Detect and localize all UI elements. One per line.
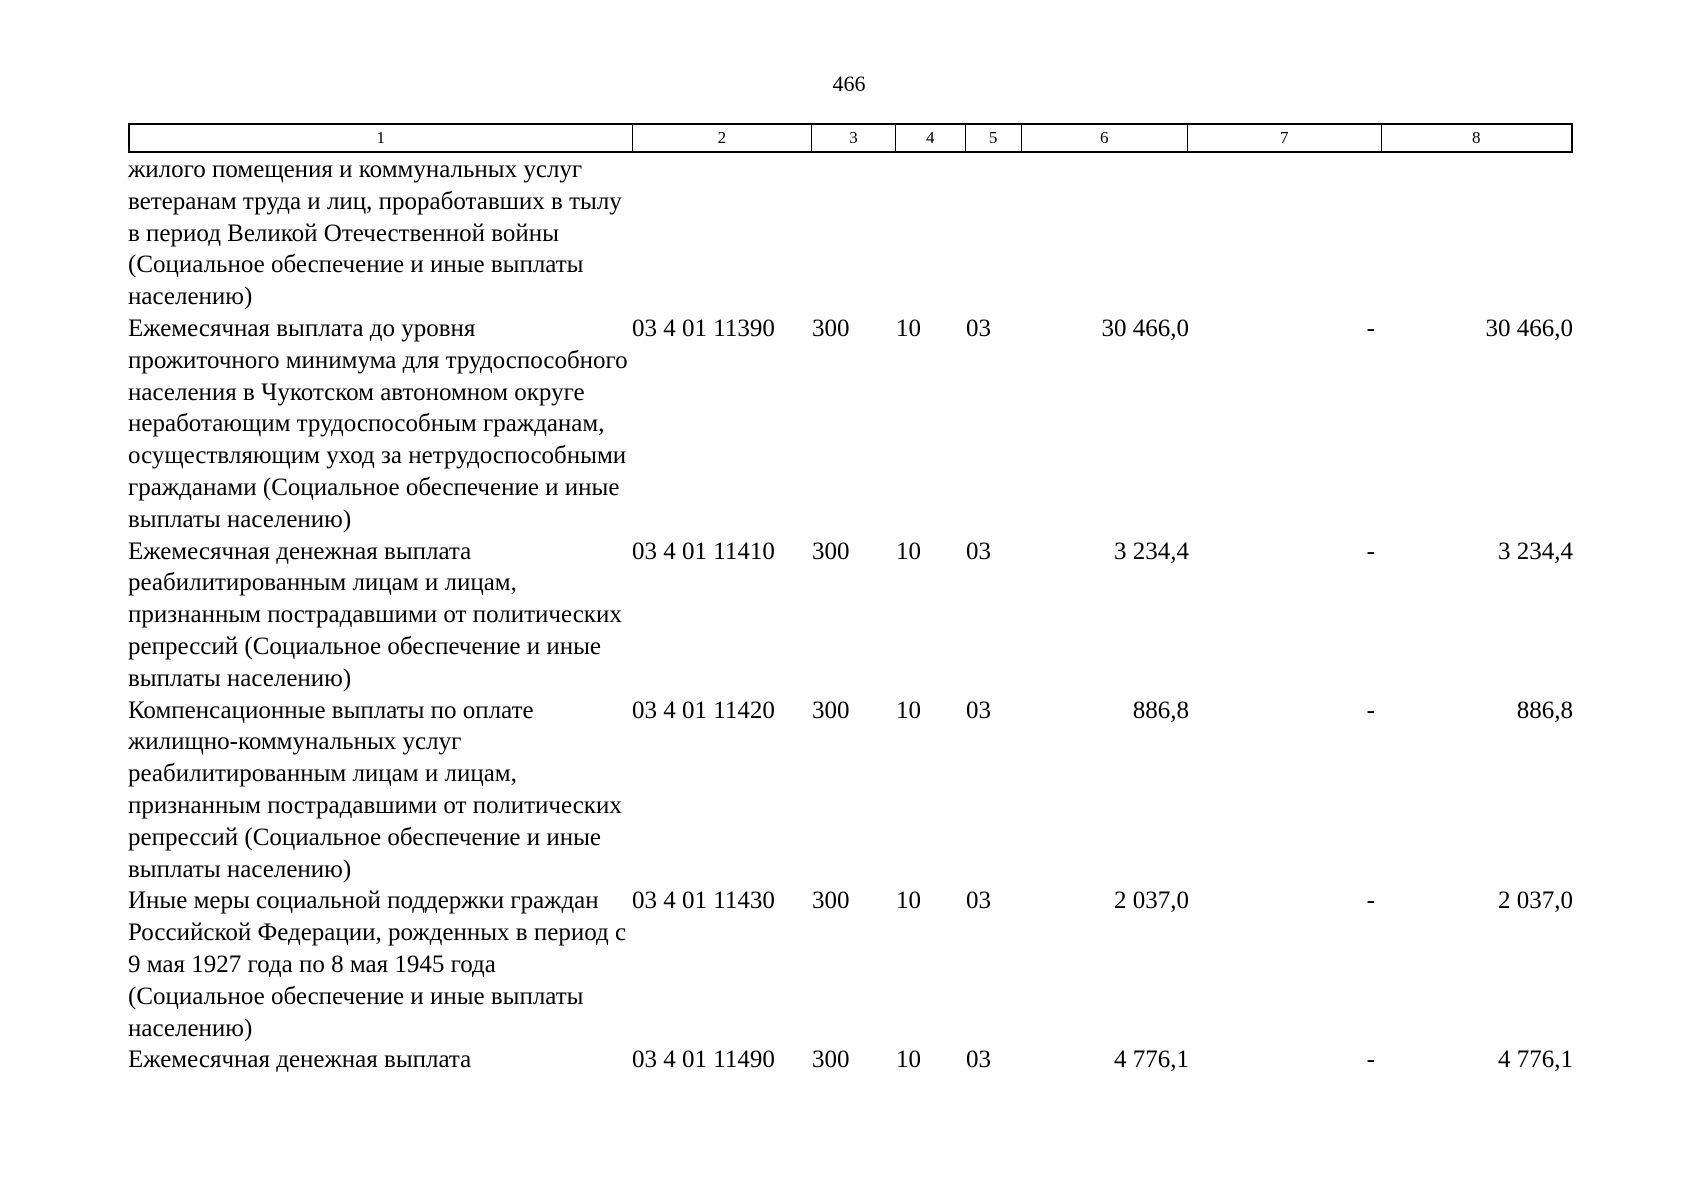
table-row (128, 1044, 1573, 1076)
row-col-3: 300 (812, 887, 850, 915)
row-col-5: 03 (966, 537, 991, 565)
header-col-1: 1 (130, 125, 633, 151)
header-col-7: 7 (1188, 125, 1381, 151)
row-col-8: 886,8 (1516, 696, 1573, 724)
row-col-8: 2 037,0 (1498, 887, 1573, 915)
row-col-6: 3 234,4 (1114, 537, 1189, 565)
row-col-8: 4 776,1 (1498, 1046, 1573, 1074)
row-col-7: - (1366, 537, 1375, 565)
table-row (128, 695, 1573, 886)
row-col-7: - (1366, 1046, 1375, 1074)
row-code: 03 4 01 11410 (632, 537, 775, 565)
header-col-4: 4 (896, 125, 966, 151)
table-row (128, 154, 1573, 313)
table-row (128, 313, 1573, 536)
row-col-4: 10 (896, 887, 921, 915)
header-col-6: 6 (1022, 125, 1189, 151)
row-col-6: 886,8 (1132, 696, 1189, 724)
row-name: Ежемесячная денежная выплата реабилитированным лицам и лицам, признанным пострадавшими от политических репрессий (Социальное обеспечение и иные выплаты населению) (128, 537, 622, 692)
row-name: Иные меры социальной поддержки граждан Российской Федерации, рожденных в период с 9 мая 1927 года по 8 мая 1945 года (Социальное обеспечение и иные выплаты населению) (128, 887, 627, 1042)
row-col-7: - (1366, 314, 1375, 342)
row-col-5: 03 (966, 887, 991, 915)
row-col-6: 2 037,0 (1114, 887, 1189, 915)
page-number: 466 (832, 71, 866, 96)
row-code: 03 4 01 11390 (632, 314, 775, 342)
row-col-5: 03 (966, 314, 991, 342)
row-col-7: - (1366, 696, 1375, 724)
row-col-4: 10 (896, 696, 921, 724)
row-col-3: 300 (812, 537, 850, 565)
header-col-8: 8 (1472, 128, 1481, 147)
row-col-3: 300 (812, 696, 850, 724)
row-col-5: 03 (966, 696, 991, 724)
row-code: 03 4 01 11430 (632, 887, 775, 915)
row-code: 03 4 01 11420 (632, 696, 775, 724)
table-header (128, 123, 1573, 153)
row-col-3: 300 (812, 1046, 850, 1074)
row-name: Компенсационные выплаты по оплате жилищно-коммунальных услуг реабилитированным лицам и лицам, признанным пострадавшими от политических репрессий (Социальное обеспечение и иные выплаты населению) (128, 696, 622, 883)
row-col-8: 3 234,4 (1498, 537, 1573, 565)
header-col-2: 2 (633, 125, 813, 151)
table-row (128, 885, 1573, 1044)
header-col-5: 5 (966, 125, 1022, 151)
row-name: Ежемесячная денежная выплата (128, 1046, 472, 1074)
row-col-4: 10 (896, 537, 921, 565)
row-col-3: 300 (812, 314, 850, 342)
row-col-8: 30 466,0 (1485, 314, 1573, 342)
row-col-6: 4 776,1 (1114, 1046, 1189, 1074)
table-body (128, 154, 1573, 1076)
row-code: 03 4 01 11490 (632, 1046, 775, 1074)
row-name: Ежемесячная выплата до уровня прожиточного минимума для трудоспособного населения в Чукотском автономном округе неработающим трудоспособным гражданам, осуществляющим уход за нетрудоспособными гражданами (Социальное обеспечение и иные выплаты населению) (128, 314, 628, 533)
row-col-6: 30 466,0 (1101, 314, 1189, 342)
row-col-7: - (1366, 887, 1375, 915)
row-col-4: 10 (896, 1046, 921, 1074)
header-col-3: 3 (812, 125, 896, 151)
row-col-4: 10 (896, 314, 921, 342)
row-name: жилого помещения и коммунальных услуг ветеранам труда и лиц, проработавших в тылу в период Великой Отечественной войны (Социальное обеспечение и иные выплаты населению) (128, 156, 622, 311)
row-col-5: 03 (966, 1046, 991, 1074)
table-row (128, 536, 1573, 695)
